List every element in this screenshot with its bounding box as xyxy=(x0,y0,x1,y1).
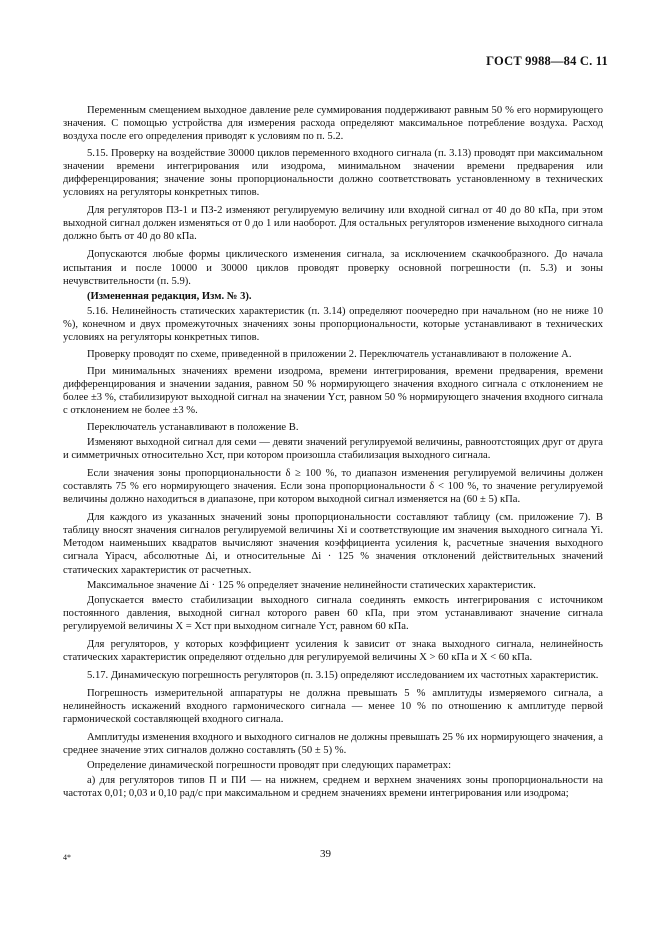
paragraph: Погрешность измерительной аппаратуры не должна превышать 5 % амплитуды измеряемого сигнала, а нелинейность искажений входного гармонического сигнала — менее 10 % по отношению к амплитуде первой гармонической составляющей входного сигнала. xyxy=(63,687,603,725)
paragraph: Максимальное значение Δi · 125 % определяет значение нелинейности статических характеристик. xyxy=(87,579,536,591)
paragraph: Проверку проводят по схеме, приведенной в приложении 2. Переключатель устанавливают в положение A. xyxy=(87,348,572,360)
paragraph: Переключатель устанавливают в положение B. xyxy=(87,422,299,434)
document-body xyxy=(63,104,603,802)
page-number: 39 xyxy=(320,848,331,860)
page-header: ГОСТ 9988—84 С. 11 xyxy=(486,54,608,68)
paragraph: 5.15. Проверку на воздействие 30000 циклов переменного входного сигнала (п. 3.13) проводят при максимальном значении времени интегрирования или изодрома, минимальном значении времени предварения или дифференцирования; значение зоны пропорциональности должно соответствовать установленному в технических условиях на регуляторы конкретных типов. xyxy=(63,148,603,199)
paragraph: Определение динамической погрешности проводят при следующих параметрах: xyxy=(87,760,452,772)
amendment-note: (Измененная редакция, Изм. № 3). xyxy=(87,290,252,302)
paragraph: Допускается вместо стабилизации выходного сигнала соединять емкость интегрирования с источником постоянного давления, выходной сигнал которого равен 60 кПа, при этом устанавливают значение сигнала регулируемой величины X = Xст при выходном сигнале Yст, равном 60 кПа. xyxy=(63,594,603,632)
paragraph: Допускаются любые формы циклического изменения сигнала, за исключением скачкообразного. До начала испытания и после 10000 и 30000 циклов проводят проверку основной погрешности (п. 5.3) и зоны нечувствительности (п. 5.9). xyxy=(63,249,603,287)
paragraph: Для регуляторов, у которых коэффициент усиления k зависит от знака выходного сигнала, нелинейность статических характеристик определяют отдельно для регулируемой величины X > 60 кПа и X < 60 кПа. xyxy=(63,638,603,663)
paragraph: 5.17. Динамическую погрешность регуляторов (п. 3.15) определяют исследованием их частотных характеристик. xyxy=(87,669,599,681)
paragraph: Если значения зоны пропорциональности δ ≥ 100 %, то диапазон изменения регулируемой величины должен составлять 75 % его нормирующего значения. Если зона пропорциональности δ < 100 %, то значение регулируемой величины должно находиться в диапазоне, при котором выходной сигнал изменяется на (60 ± 5) кПа. xyxy=(63,468,603,506)
paragraph: а) для регуляторов типов П и ПИ — на нижнем, среднем и верхнем значениях зоны пропорциональности на частотах 0,01; 0,03 и 0,10 рад/с при максимальном и среднем значениях времени интегрирования или изодрома; xyxy=(63,775,603,800)
footer-mark: 4* xyxy=(63,853,71,862)
paragraph: Для каждого из указанных значений зоны пропорциональности составляют таблицу (см. приложение 7). В таблицу вносят значения сигналов регулируемой величины Xi и соответствующие им значения выходного сигнала Yi. Методом наименьших квадратов вычисляют значения коэффициента усиления k, расчетные значения выходного сигнала Yiрасч, абсолютные Δi, и относительные Δi · 125 % значения отклонений действительных значений статических характеристик от расчетных. xyxy=(63,512,603,576)
paragraph: При минимальных значениях времени изодрома, времени интегрирования, времени предварения, времени дифференцирования и значении задания, равном 50 % нормирующего значения входного сигнала с отклонением не более ±3 %, стабилизируют выходной сигнал на значении Yст, равном 50 % нормирующего значения входного сигнала с отклонением не более ±3 %. xyxy=(63,365,603,416)
paragraph: Амплитуды изменения входного и выходного сигналов не должны превышать 25 % их нормирующего значения, а среднее значение этих сигналов должно составлять (50 ± 5) %. xyxy=(63,732,603,757)
paragraph: Для регуляторов ПЗ-1 и ПЗ-2 изменяют регулируемую величину или входной сигнал от 40 до 80 кПа, при этом выходной сигнал должен изменяться от 0 до 1 или наоборот. Для остальных регуляторов изменение выходного сигнала должно быть от 40 до 80 кПа. xyxy=(63,205,603,243)
paragraph: Изменяют выходной сигнал для семи — девяти значений регулируемой величины, равноотстоящих друг от друга и симметричных относительно Xст, при котором произошла стабилизация выходного сигнала. xyxy=(63,437,603,462)
paragraph: Переменным смещением выходное давление реле суммирования поддерживают равным 50 % его нормирующего значения. С помощью устройства для измерения расхода определяют максимальное потребление воздуха. Расход воздуха после его определения приводят к условиям по п. 5.2. xyxy=(63,105,603,143)
paragraph: 5.16. Нелинейность статических характеристик (п. 3.14) определяют поочередно при начальном (но не ниже 10 %), конечном и двух промежуточных значениях зоны пропорциональности, которые устанавливают в технических условиях на регуляторы конкретных типов. xyxy=(63,305,603,343)
